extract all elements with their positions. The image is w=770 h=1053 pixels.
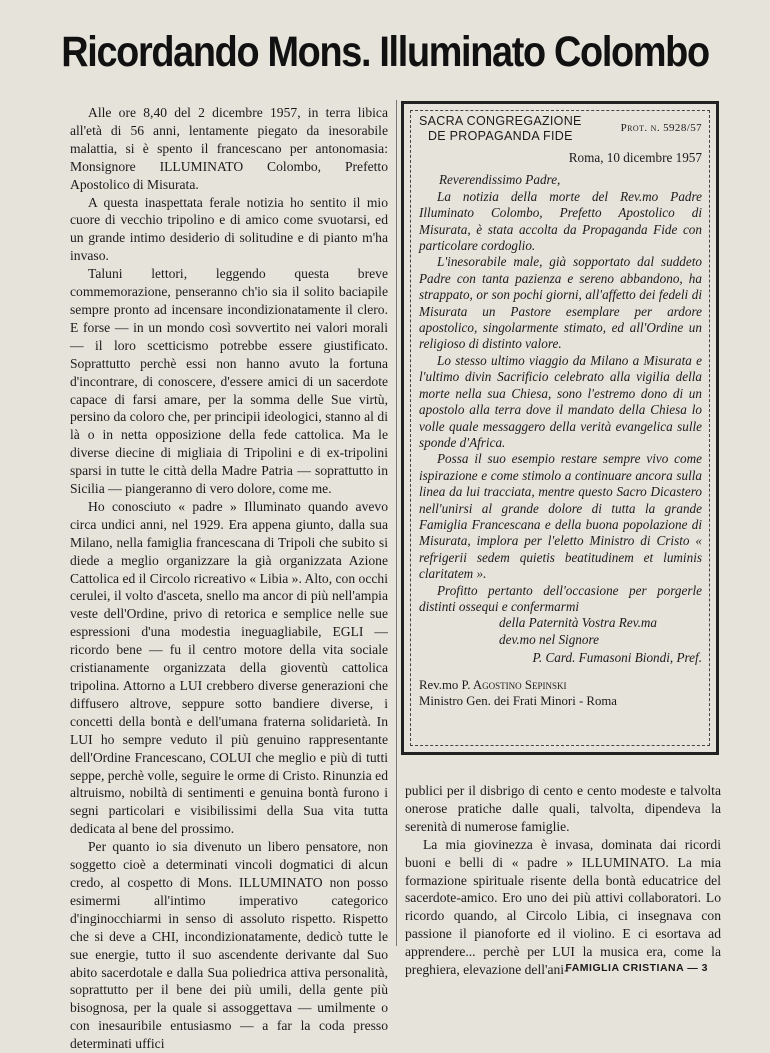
congregation-name [419,114,582,144]
letter-date: Roma, 10 dicembre 1957 [568,150,702,165]
congregation-line-2: DE PROPAGANDA FIDE [427,129,573,143]
letter-closing-2: dev.mo nel Signore [499,631,599,647]
letter-paragraph: La notizia della morte del Rev.mo Padre Illuminato Colombo, Prefetto Apostolico di Misurata, è stata accolta da Propaganda Fide con particolare cordoglio. [419,188,702,254]
letter-content [419,114,702,709]
article-title: Ricordando Mons. Illuminato Colombo [61,28,709,76]
letter-closing-1: della Paternità Vostra Rev.ma [499,615,657,631]
protocol-number: Prot. n. 5928/57 [620,122,702,134]
letter-recipient [419,677,702,709]
letter-header [419,114,702,144]
letter-greeting: Reverendissimo Padre, [439,172,561,188]
article-paragraph: Per quanto io sia divenuto un libero pensatore, non soggetto cioè a determinati vincoli dogmatici di alcun credo, al cospetto di Mons. ILLUMINATO non posso esimermi all'intimo imperativo categorico d'inginocchiarmi in senso di assoluto rispetto. Rispetto che si deve a CHI, incondizionatamente, dedicò tutte le sue energie, tutto il suo ascendente derivante dal Suo abito sacerdotale e dalla Sua poliedrica attiva personalità, soprattutto per il bene dei più umili, della gente più bisognosa, per la quale si assoggettava — umilmente o con inesauribile entusiasmo — a far la coda presso determinati uffici [70,839,388,1052]
article-paragraph: Ho conosciuto « padre » Illuminato quando avevo circa undici anni, nel 1929. Era appena giunto, dalla sua Milano, nella famiglia francescana di Tripoli che subito si diede a meglio organizzare la già organizzata Azione Cattolica ed il Circolo ricreativo « Libia ». Alto, con occhi cerulei, il volto d'asceta, snello ma ancor di più nell'ampia veste dell'Ordine, privo di retorica e semplice nelle sue espressioni d'una modestia ineguagliabile, EGLI — ricordo bene — fu il centro motore della vita sociale cristianamente organizzata della gioventù cattolica tripolina. Attorno a LUI crebbero diverse generazioni che diffusero altrove, seppure sotto bandiere diverse, i concetti della bontà e dell'umana fraterna solidarietà. In LUI ho sempre veduto il più genuino rappresentante dell'Ordine Francescano, COLUI che meglio e più di tutti seppe, perchè volle, seguire le orme di Cristo. Rinunzia ed altruismo, nobiltà di sentimenti e genuina bontà furono i segni particolari e visibilissimi della Sua vita tutta dedicata al bene del prossimo. [70,498,388,837]
recipient-name: P. Agostino Sepinski [461,677,567,692]
column-divider [396,100,397,946]
letter-signature: P. Card. Fumasoni Biondi, Pref. [532,650,702,666]
congregation-line-1: SACRA CONGREGAZIONE [419,114,582,128]
article-left-column [70,104,388,1053]
letter-paragraph: Profitto pertanto dell'occasione per porgerle distinti ossequi e confermarmi [419,582,702,614]
page-footer: FAMIGLIA CRISTIANA — 3 [565,962,708,974]
letter-paragraph: L'inesorabile male, già sopportato dal suddeto Padre con tanta pazienza e sereno abbandono, ha strappato, or son pochi giorni, all'affetto dei fedeli di Misurata un Pastore esemplare per ardore apostolico, singolarmente stimato, ed all'Ordine un religioso di distinto valore. [419,254,702,352]
letter-box [401,101,719,755]
letter-paragraph: Lo stesso ultimo viaggio da Milano a Misurata e l'ultimo divin Sacrificio celebrato alla vigilia della morte nella sua Chiesa, sono l'estremo dono di un apostolo alla terra dove il mandato della Chiesa lo volle quale messaggero della verità evangelica sulle sponde d'Africa. [419,352,702,450]
article-paragraph: publici per il disbrigo di cento e cento modeste e talvolta onerose pratiche dalle quali, talvolta, dipendeva la serenità di numerose famiglie. [405,783,721,834]
article-paragraph: A questa inaspettata ferale notizia ho sentito il mio cuore di vecchio tripolino e di amico come svuotarsi, ed un grande intimo desiderio di solitudine e di pianto m'ha invaso. [70,194,388,264]
recipient-role: Ministro Gen. dei Frati Minori - Roma [419,693,617,708]
article-right-column [405,782,721,979]
article-paragraph: La mia giovinezza è invasa, dominata dai ricordi buoni e belli di « padre » ILLUMINATO. La mia formazione spirituale risente della bontà educatrice del sacerdote-amico. Ero uno dei più attivi collaboratori. Lo ricordo quando, al Circolo Libia, ci insegnava con passione il pianoforte ed il violino. E ci esortava ad apprendere... perchè per LUI la musica era, come la preghiera, elevazione dell'ani- [405,836,721,978]
article-paragraph: Taluni lettori, leggendo questa breve commemorazione, penseranno ch'io sia il solito baciapile sempre pronto ad incensare incondizionatamente il clero. E forse — in un mondo così sovvertito nei valori morali — il loro scetticismo potrebbe essere giustificato. Soprattutto perchè essi non hanno avuto la fortuna d'incontrare, di conoscere, d'essere amici di un sacerdote capace di farsi amare, per la somma delle Sue virtù, persino da coloro che, per principii ideologici, stanno al di là o in netta opposizione della fede cattolica. Ma le diverse diecine di migliaia di Tripolini e di ex-tripolini sparsi in tutte le città della Madre Patria — soprattutto in Sicilia — piangeranno di vero dolore, come me. [70,266,388,497]
recipient-prefix: Rev.mo [419,677,459,692]
letter-paragraph: Possa il suo esempio restare sempre vivo come ispirazione e come stimolo a continuare ancora sulla linea da lui tracciata, mentre questo Sacro Dicastero nell'unirsi al grande dolore di tutta la grande Famiglia Francescana e della buona popolazione di Misurata, implora per l'eletto Ministro di Cristo « refrigerii sedem quietis beatitudinem et luminis claritatem ». [419,451,702,582]
article-paragraph: Alle ore 8,40 del 2 dicembre 1957, in terra libica all'età di 56 anni, lentamente piegato da inesorabile malattia, si è spento il francescano per antonomasia: Monsignore ILLUMINATO Colombo, Prefetto Apostolico di Misurata. [70,105,388,192]
